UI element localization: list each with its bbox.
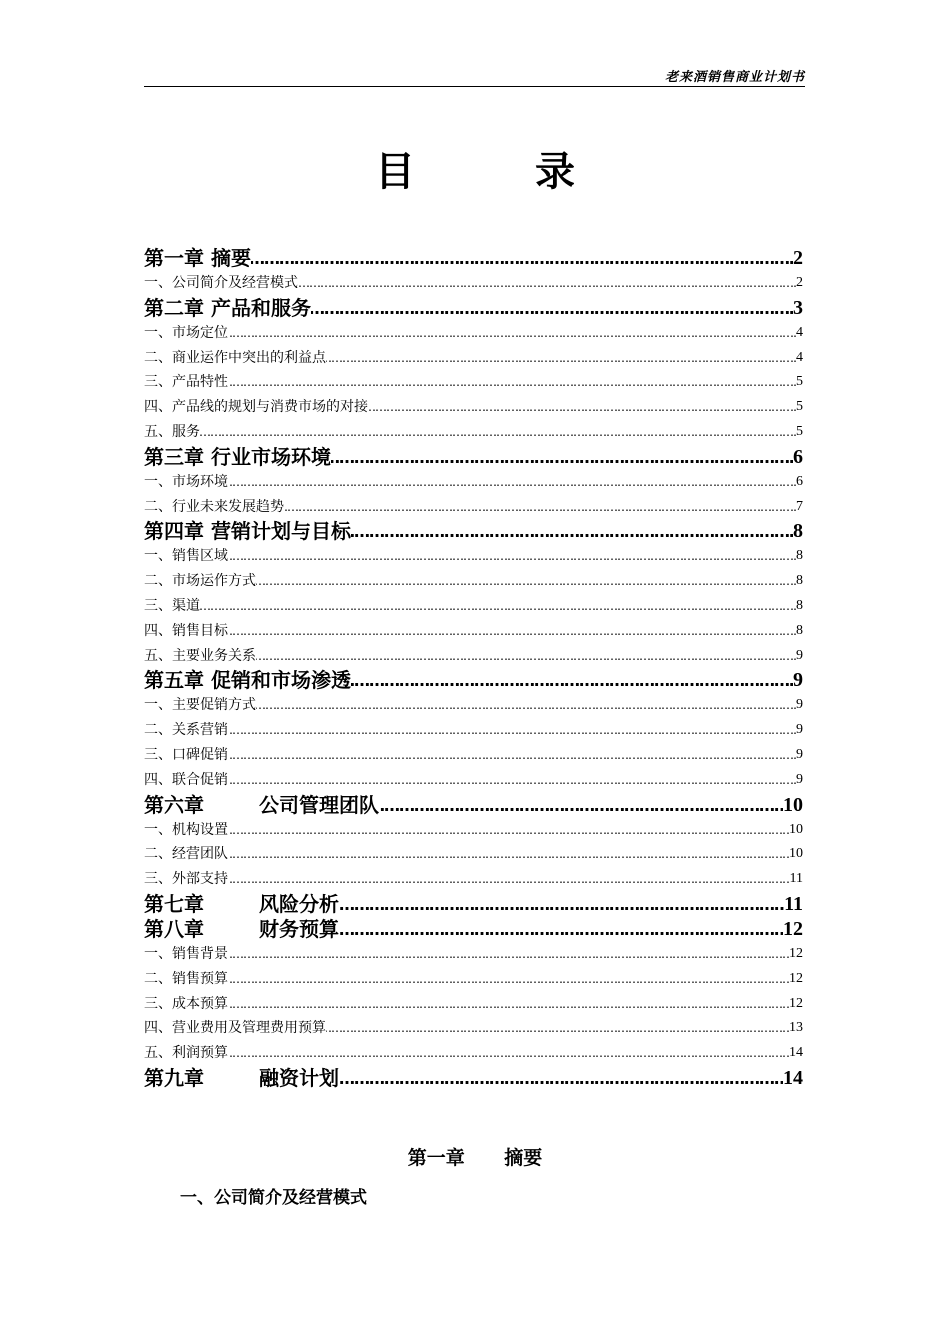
toc-section-entry[interactable] xyxy=(144,395,803,420)
toc-page-number: 4 xyxy=(796,321,803,346)
toc-chapter-entry[interactable] xyxy=(144,1066,803,1091)
toc-entry-label: 三、渠道 xyxy=(144,597,200,614)
toc-entry-label: 三、外部支持 xyxy=(144,871,228,888)
toc-entry-label: 五、主要业务关系 xyxy=(144,647,256,664)
table-of-contents xyxy=(144,246,803,1091)
toc-section-entry[interactable] xyxy=(144,495,803,520)
toc-section-entry[interactable] xyxy=(144,470,803,495)
toc-entry-label: 二、商业运作中突出的利益点 xyxy=(144,349,326,366)
toc-chapter-entry[interactable] xyxy=(144,445,803,470)
toc-section-entry[interactable] xyxy=(144,693,803,718)
toc-page-number: 9 xyxy=(796,693,803,718)
toc-chapter-entry[interactable] xyxy=(144,519,803,544)
toc-title: 目 录 xyxy=(375,149,615,195)
toc-entry-label: 第二章 产品和服务 xyxy=(144,295,311,320)
toc-entry-label: 五、服务 xyxy=(144,423,200,440)
toc-page-number: 2 xyxy=(796,271,803,296)
toc-page-number: 8 xyxy=(796,619,803,644)
toc-entry-label: 第三章 行业市场环境 xyxy=(144,444,331,469)
toc-section-entry[interactable] xyxy=(144,942,803,967)
toc-entry-label: 一、主要促销方式 xyxy=(144,697,256,714)
toc-chapter-entry[interactable] xyxy=(144,296,803,321)
toc-section-entry[interactable] xyxy=(144,321,803,346)
toc-chapter-number: 第九章 xyxy=(144,1065,204,1090)
toc-entry-label xyxy=(144,1066,339,1090)
toc-section-entry[interactable] xyxy=(144,718,803,743)
toc-page-number: 4 xyxy=(796,346,803,371)
toc-page-number: 12 xyxy=(783,917,803,940)
toc-entry-label: 一、销售区域 xyxy=(144,548,228,565)
toc-entry-label: 二、行业未来发展趋势 xyxy=(144,498,284,515)
toc-chapter-title: 融资计划 xyxy=(259,1065,339,1090)
toc-entry-label: 二、市场运作方式 xyxy=(144,573,256,590)
toc-entry-label: 三、成本预算 xyxy=(144,995,228,1012)
toc-entry-label: 二、关系营销 xyxy=(144,722,228,739)
toc-entry-label: 三、口碑促销 xyxy=(144,746,228,763)
toc-section-entry[interactable] xyxy=(144,370,803,395)
toc-page-number: 14 xyxy=(789,1041,803,1066)
toc-page-number: 8 xyxy=(796,544,803,569)
toc-page-number: 8 xyxy=(796,569,803,594)
toc-section-entry[interactable] xyxy=(144,594,803,619)
toc-entry-label: 一、公司简介及经营模式 xyxy=(144,275,298,291)
toc-section-entry[interactable] xyxy=(144,818,803,843)
toc-chapter-number: 第六章 xyxy=(144,792,204,817)
toc-chapter-entry[interactable] xyxy=(144,892,803,917)
toc-page-number: 11 xyxy=(790,867,803,892)
toc-entry-label: 五、利润预算 xyxy=(144,1045,228,1062)
toc-entry-label: 四、销售目标 xyxy=(144,622,228,639)
toc-page-number: 6 xyxy=(796,470,803,495)
toc-section-entry[interactable] xyxy=(144,420,803,445)
toc-chapter-entry[interactable] xyxy=(144,246,803,271)
toc-chapter-title: 风险分析 xyxy=(259,891,339,916)
toc-chapter-entry[interactable] xyxy=(144,917,803,942)
toc-entry-label: 第四章 营销计划与目标 xyxy=(144,519,351,544)
toc-section-entry[interactable] xyxy=(144,544,803,569)
toc-entry-label xyxy=(144,892,339,916)
toc-section-entry[interactable] xyxy=(144,1016,803,1041)
toc-chapter-entry[interactable] xyxy=(144,668,803,693)
toc-section-entry[interactable] xyxy=(144,644,803,669)
toc-page-number: 8 xyxy=(793,520,803,543)
toc-entry-label: 四、产品线的规划与消费市场的对接 xyxy=(144,399,368,416)
toc-section-entry[interactable] xyxy=(144,992,803,1017)
section-heading: 一、公司简介及经营模式 xyxy=(180,1188,367,1208)
toc-entry-label: 一、市场定位 xyxy=(144,324,228,341)
toc-chapter-number: 第八章 xyxy=(144,916,204,941)
toc-page-number: 12 xyxy=(789,992,803,1017)
toc-entry-label: 二、经营团队 xyxy=(144,846,228,863)
toc-page-number: 3 xyxy=(793,296,803,319)
running-header-title: 老来酒销售商业计划书 xyxy=(664,70,805,85)
toc-entry-label: 三、产品特性 xyxy=(144,374,228,391)
toc-section-entry[interactable] xyxy=(144,867,803,892)
toc-entry-label xyxy=(144,793,379,817)
chapter-heading: 第一章 摘要 xyxy=(407,1147,543,1169)
toc-entry-label: 第一章 摘要 xyxy=(144,246,251,270)
toc-page-number: 9 xyxy=(793,669,803,692)
toc-section-entry[interactable] xyxy=(144,346,803,371)
toc-section-entry[interactable] xyxy=(144,619,803,644)
toc-entry-label: 一、销售背景 xyxy=(144,945,228,962)
toc-section-entry[interactable] xyxy=(144,569,803,594)
toc-page-number: 2 xyxy=(793,247,803,269)
toc-page-number: 12 xyxy=(789,942,803,967)
toc-entry-label: 一、机构设置 xyxy=(144,821,228,838)
toc-page-number: 8 xyxy=(796,594,803,619)
toc-page-number: 9 xyxy=(796,718,803,743)
toc-entry-label: 一、市场环境 xyxy=(144,473,228,490)
toc-entry-label: 四、营业费用及管理费用预算 xyxy=(144,1020,326,1037)
toc-chapter-title: 财务预算 xyxy=(259,916,339,941)
toc-entry-label: 第五章 促销和市场渗透 xyxy=(144,668,351,693)
toc-entry-label: 二、销售预算 xyxy=(144,970,228,987)
toc-page-number: 7 xyxy=(796,495,803,520)
toc-page-number: 5 xyxy=(796,420,803,445)
toc-page-number: 11 xyxy=(784,892,803,915)
toc-page-number: 5 xyxy=(796,370,803,395)
toc-page-number: 12 xyxy=(789,967,803,992)
toc-page-number: 5 xyxy=(796,395,803,420)
toc-page-number: 10 xyxy=(783,793,803,816)
header-rule xyxy=(144,86,805,87)
toc-page-number: 9 xyxy=(796,644,803,669)
toc-page-number: 14 xyxy=(783,1066,803,1089)
toc-entry-label: 四、联合促销 xyxy=(144,771,228,788)
toc-section-entry[interactable] xyxy=(144,271,803,296)
toc-page-number: 9 xyxy=(796,768,803,793)
toc-page-number: 10 xyxy=(789,818,803,843)
toc-section-entry[interactable] xyxy=(144,768,803,793)
toc-page-number: 13 xyxy=(789,1016,803,1041)
toc-page-number: 9 xyxy=(796,743,803,768)
toc-page-number: 10 xyxy=(789,842,803,867)
toc-chapter-entry[interactable] xyxy=(144,793,803,818)
toc-section-entry[interactable] xyxy=(144,1041,803,1066)
toc-section-entry[interactable] xyxy=(144,743,803,768)
toc-section-entry[interactable] xyxy=(144,842,803,867)
toc-section-entry[interactable] xyxy=(144,967,803,992)
toc-chapter-number: 第七章 xyxy=(144,891,204,916)
toc-entry-label xyxy=(144,917,339,941)
toc-chapter-title: 公司管理团队 xyxy=(259,792,379,817)
toc-page-number: 6 xyxy=(793,445,803,468)
